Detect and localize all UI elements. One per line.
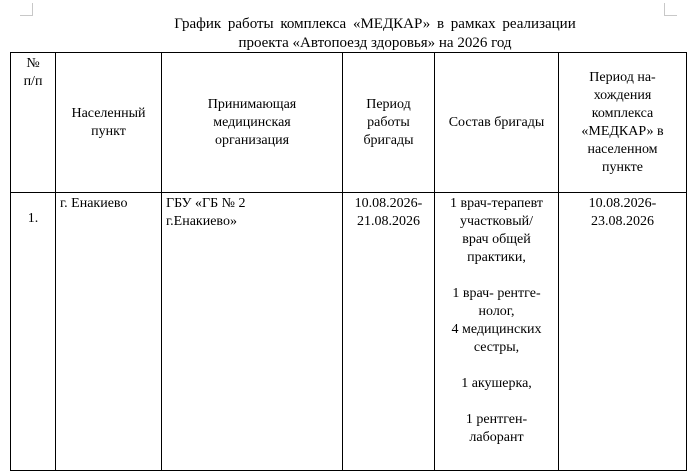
header-stay-period: Период на- хождения комплекса «МЕДКАР» в населенном пункте bbox=[559, 53, 687, 193]
document-title bbox=[90, 15, 660, 53]
page-corner-mark-right bbox=[664, 3, 677, 16]
title-line-1: График работы комплекса «МЕДКАР» в рамках реализации bbox=[174, 16, 576, 32]
row-settlement: г. Енакиево bbox=[56, 193, 162, 471]
row-work-period: 10.08.2026- 21.08.2026 bbox=[343, 193, 435, 471]
row-team: 1 врач-терапевт участковый/ врач общей практики, 1 врач- рентге- нолог, 4 медицинских сестры, 1 акушерка, 1 рентген- лаборант bbox=[435, 193, 559, 471]
header-work-period: Период работы бригады bbox=[343, 53, 435, 193]
header-settlement: Населенный пункт bbox=[56, 53, 162, 193]
schedule-table bbox=[10, 52, 687, 471]
row-stay-period: 10.08.2026- 23.08.2026 bbox=[559, 193, 687, 471]
team-spacer bbox=[439, 267, 554, 285]
page-corner-mark-left bbox=[20, 3, 33, 16]
header-organization: Принимающая медицинская организация bbox=[162, 53, 343, 193]
row-organization: ГБУ «ГБ № 2 г.Енакиево» bbox=[162, 193, 343, 471]
header-team: Состав бригады bbox=[435, 53, 559, 193]
team-spacer bbox=[439, 393, 554, 411]
title-line-2: проекта «Автопоезд здоровья» на 2026 год bbox=[238, 35, 512, 51]
team-spacer bbox=[439, 357, 554, 375]
table-row bbox=[11, 193, 687, 471]
header-number: № п/п bbox=[11, 53, 56, 193]
row-number: 1. bbox=[11, 193, 56, 471]
table-header-row bbox=[11, 53, 687, 193]
